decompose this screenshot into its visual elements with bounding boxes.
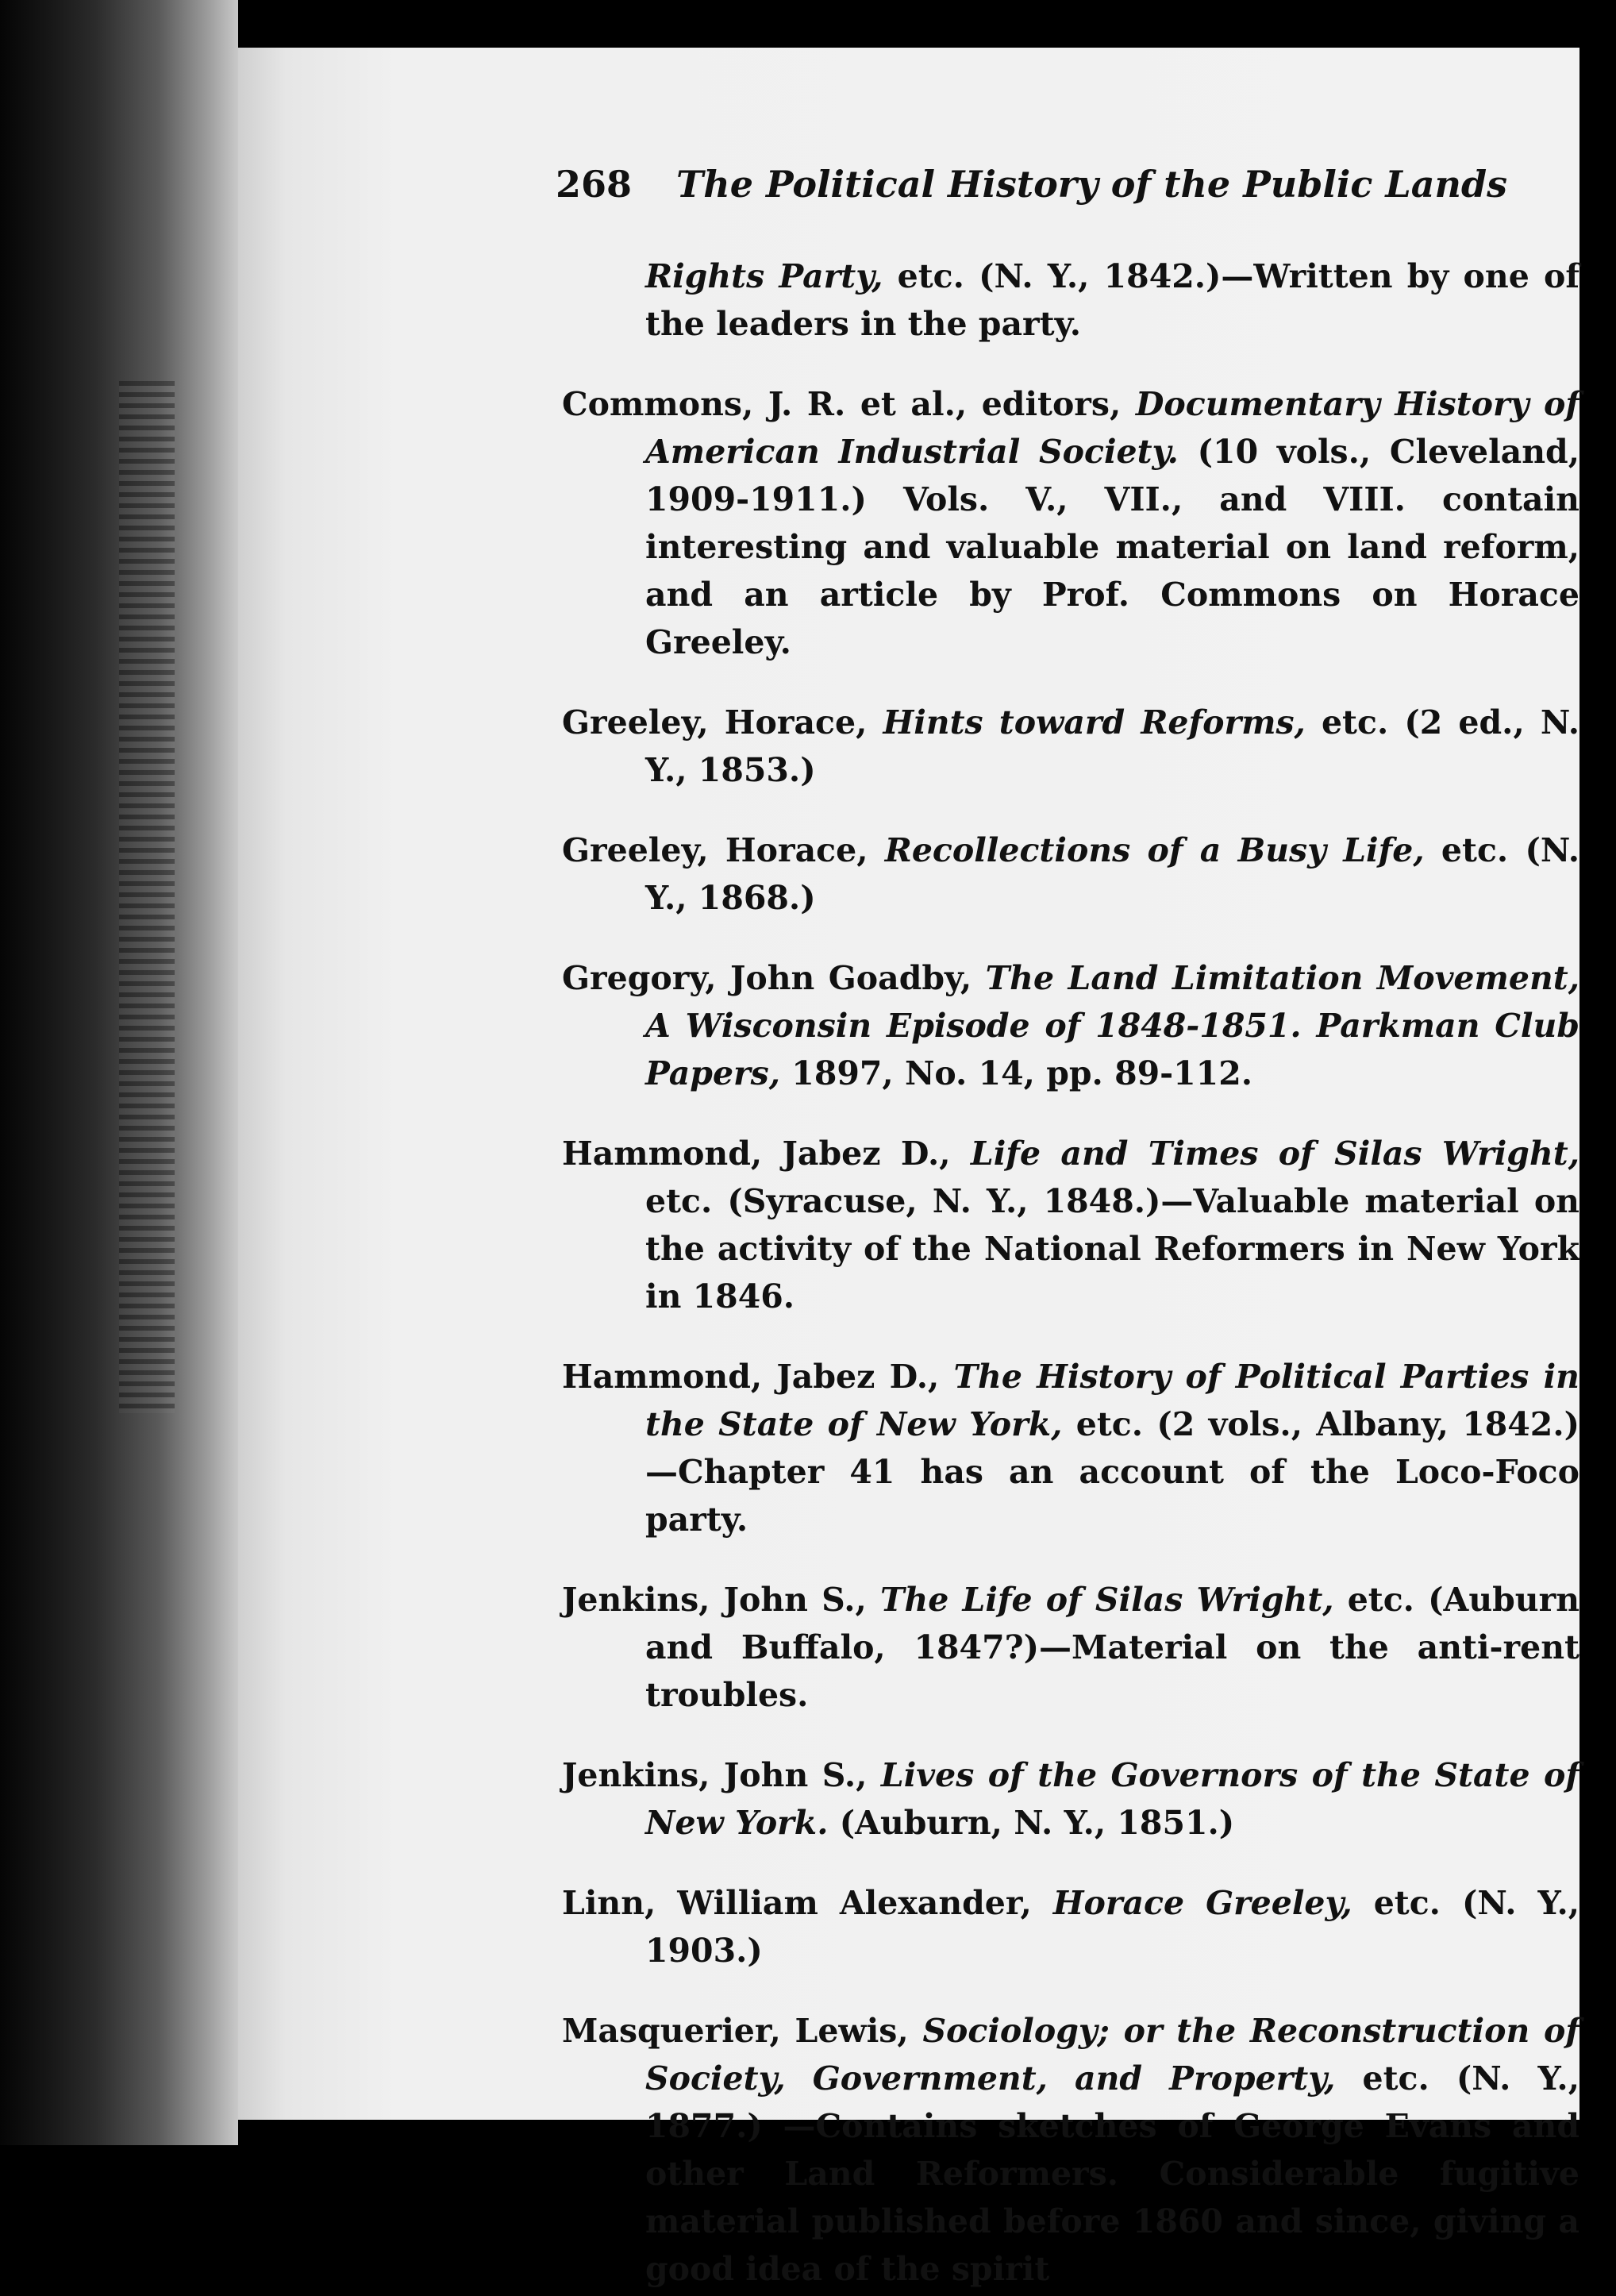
entry-author: Linn, William Alexander, (562, 1884, 1053, 1922)
entry-text: etc. (N. Y., 1903.) (645, 1884, 1579, 1970)
entry-text: (Auburn, N. Y., 1851.) (828, 1804, 1235, 1842)
entry-author: Hammond, Jabez D., (562, 1135, 971, 1173)
entry-author: Commons, J. R. et al., editors, (562, 385, 1136, 423)
entry-text: (10 vols., Cleveland, 1909-1911.) Vols. V., VII., and VIII. contain interesting and valuable material on land reform, and an article by Prof. Commons on Horace Greeley. (645, 433, 1579, 661)
entry-title: The History of Political Parties in the State of New York, (645, 1358, 1579, 1443)
page-number: 268 (556, 163, 633, 206)
bibliography-entry (562, 1353, 1579, 1543)
binding-spine (119, 381, 175, 1413)
entry-author: Hammond, Jabez D., (562, 1358, 954, 1396)
bibliography-entry (562, 1879, 1579, 1974)
bibliography-list (562, 252, 1579, 2296)
running-title: The Political History of the Public Lands (676, 163, 1508, 206)
entry-title: The Land Limitation Movement, A Wisconsin Episode of 1848-1851. Parkman Club Papers, (645, 959, 1579, 1092)
entry-author: Masquerier, Lewis, (562, 2012, 923, 2050)
bibliography-entry (562, 826, 1579, 922)
entry-title: Sociology; or the Reconstruction of Society, Government, and Property, (645, 2012, 1580, 2098)
bibliography-entry (562, 380, 1579, 666)
entry-author: Greeley, Horace, (562, 831, 885, 869)
bibliography-entry (562, 1576, 1579, 1719)
entry-author: Greeley, Horace, (562, 703, 883, 742)
bibliography-entry (562, 699, 1579, 794)
scan-right-edge (1579, 0, 1616, 2145)
entry-title: Horace Greeley, (1052, 1884, 1352, 1922)
running-header (556, 163, 1587, 206)
bibliography-entry (562, 252, 1579, 348)
entry-author: Gregory, John Goadby, (562, 959, 986, 997)
bibliography-entry (562, 1130, 1579, 1320)
entry-text: etc. (2 ed., N. Y., 1853.) (645, 703, 1579, 789)
entry-author: Jenkins, John S., (562, 1581, 880, 1619)
entry-text: etc. (2 vols., Albany, 1842.)—Chapter 41 has an account of the Loco-Foco party. (645, 1405, 1579, 1539)
entry-title: Hints toward Reforms, (883, 703, 1306, 742)
entry-text: etc. (Auburn and Buffalo, 1847?)—Material on the anti-rent troubles. (645, 1581, 1580, 1714)
entry-text: etc. (Syracuse, N. Y., 1848.)—Valuable material on the activity of the National Reformers in New York in 1846. (645, 1182, 1579, 1316)
entry-text: etc. (N. Y., 1842.)—Written by one of the leaders in the party. (645, 257, 1579, 343)
entry-title: Lives of the Governors of the State of New York. (645, 1756, 1579, 1842)
entry-title: Documentary History of American Industrial Society. (645, 385, 1579, 471)
entry-text: etc. (N. Y., 1877.) —Contains sketches of George Evans and other Land Reformers. Considerable fugitive material published before 1860 and since, giving a good idea of the spirit (645, 2059, 1579, 2288)
bibliography-entry (562, 2007, 1579, 2293)
entry-author: Jenkins, John S., (562, 1756, 881, 1794)
entry-title: Life and Times of Silas Wright, (970, 1135, 1579, 1173)
bibliography-entry (562, 1751, 1579, 1847)
entry-title: The Life of Silas Wright, (879, 1581, 1334, 1619)
bibliography-entry (562, 954, 1579, 1097)
entry-title: Recollections of a Busy Life, (884, 831, 1425, 869)
entry-title: Rights Party, (645, 257, 883, 295)
entry-text: 1897, No. 14, pp. 89-112. (780, 1054, 1253, 1092)
entry-text: etc. (N. Y., 1868.) (645, 831, 1579, 917)
